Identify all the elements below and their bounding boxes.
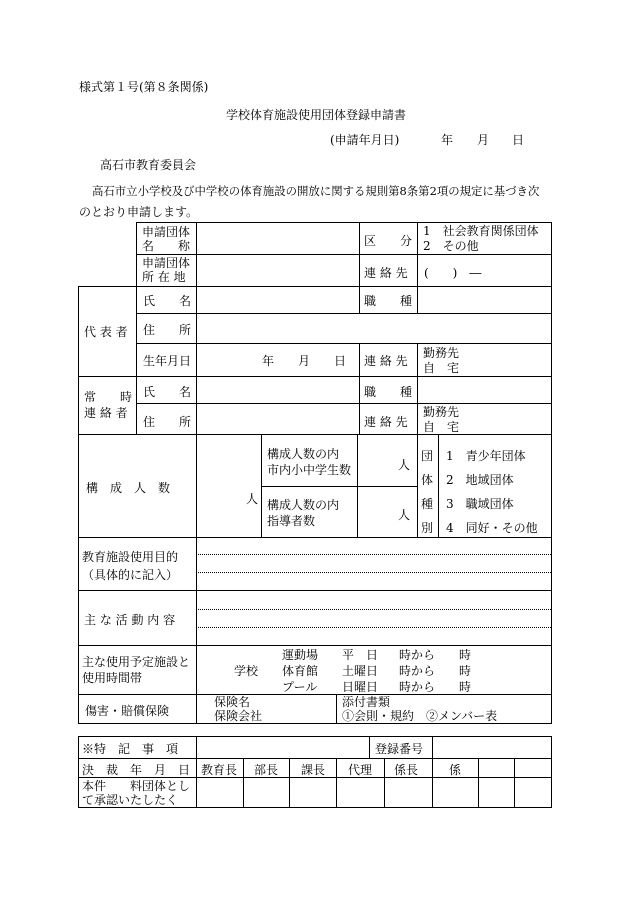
rep-contact-label: 連 絡 先 (364, 354, 408, 368)
role-subsection-chief: 係長 (394, 763, 419, 777)
division-label: 区 分 (364, 234, 413, 248)
group-type-label: 団 体 種 別 (421, 449, 434, 535)
rep-name-label: 氏 名 (143, 294, 192, 308)
rep-contact-options: 勤務先 自 宅 (423, 346, 460, 375)
facilities-label: 主な使用予定施設と 使用時間帯 (82, 655, 191, 685)
day-list: 平 日 土曜日 日曜日 (342, 648, 379, 694)
contact-label: 連 絡 先 (364, 266, 408, 280)
time-to-list: 時 時 時 (459, 648, 472, 694)
group-type-options (446, 444, 538, 540)
division-option-2: 2 その他 (423, 239, 479, 253)
representative-label: 代 表 者 (84, 325, 128, 339)
addressee: 高石市教育委員会 (100, 158, 197, 172)
insurance-fields: 保険名 保険会社 (214, 695, 263, 723)
birth-day: 日 (334, 354, 347, 368)
group-type-option-2: 2 地域団体 (446, 473, 514, 487)
date-month: 月 (477, 133, 490, 147)
contact-contact-label: 連 絡 先 (364, 415, 408, 429)
role-deputy: 代理 (348, 763, 373, 777)
division-option-1: 1 社会教育関係団体 (423, 224, 539, 238)
contact-address-label: 住 所 (143, 415, 192, 429)
contact-contact-options: 勤務先 自 宅 (423, 405, 460, 434)
role-department-head: 部長 (254, 763, 279, 777)
leaders-unit: 人 (398, 508, 411, 522)
contact-phone-format: ( ) ― (424, 266, 482, 280)
intro-line-1: 高石市立小学校及び中学校の体育施設の開放に関する規則第8条第2項の規定に基づき次 (92, 184, 540, 198)
intro-line-2: のとおり申請します。 (79, 205, 199, 219)
date-year: 年 (441, 133, 454, 147)
insurance-label: 傷害・賠償保険 (85, 704, 170, 718)
decision-date-label: 決 裁 年 月 日 (82, 763, 191, 777)
members-unit: 人 (246, 492, 259, 506)
division-options (423, 224, 539, 254)
birth-year: 年 (262, 354, 275, 368)
attachments: 添付書類 ①会則・規約 ②メンバー表 (342, 695, 498, 723)
group-type-option-3: 3 職域団体 (446, 497, 514, 511)
notes-label: ※特 記 事 項 (82, 742, 179, 756)
contact-name-label: 氏 名 (143, 385, 192, 399)
contact-occupation-label: 職 種 (364, 385, 413, 399)
activities-label: 主 な 活 動 内 容 (84, 613, 176, 627)
group-address-label: 申請団体 所 在 地 (142, 256, 191, 284)
date-day: 日 (512, 133, 525, 147)
purpose-label: 教育施設使用目的 （具体的に記入） (82, 550, 179, 582)
registration-number-label: 登録番号 (375, 742, 424, 756)
group-type-option-4: 4 同好・その他 (446, 521, 538, 535)
birth-month: 月 (298, 354, 311, 368)
group-name-label: 申請団体 名 称 (142, 225, 191, 253)
rep-birthdate-label: 生年月日 (143, 354, 192, 368)
school-label: 学校 (234, 664, 259, 678)
rep-address-label: 住 所 (143, 323, 192, 337)
group-type-option-1: 1 青少年団体 (446, 449, 526, 463)
leaders-count-label: 構成人数の内 指導者数 (267, 498, 340, 528)
role-section-chief: 課長 (301, 763, 326, 777)
approval-text: 本件 料団体とし て承認いたしたく (82, 779, 191, 807)
members-label: 構 成 人 数 (86, 481, 171, 495)
students-count-label: 構成人数の内 市内小中学生数 (267, 447, 352, 477)
rep-occupation-label: 職 種 (364, 294, 413, 308)
application-date-label: (申請年月日) (330, 133, 400, 147)
role-staff: 係 (449, 763, 462, 777)
role-superintendent: 教育長 (201, 763, 238, 777)
regular-contact-label: 常 時 連 絡 者 (84, 390, 133, 420)
form-number: 様式第１号(第８条関係) (79, 80, 209, 94)
time-from-list: 時から 時から 時から (399, 648, 436, 694)
facility-list: 運動場 体育館 プール (282, 648, 319, 694)
form-title: 学校体育施設使用団体登録申請書 (226, 108, 407, 122)
students-unit: 人 (398, 458, 411, 472)
